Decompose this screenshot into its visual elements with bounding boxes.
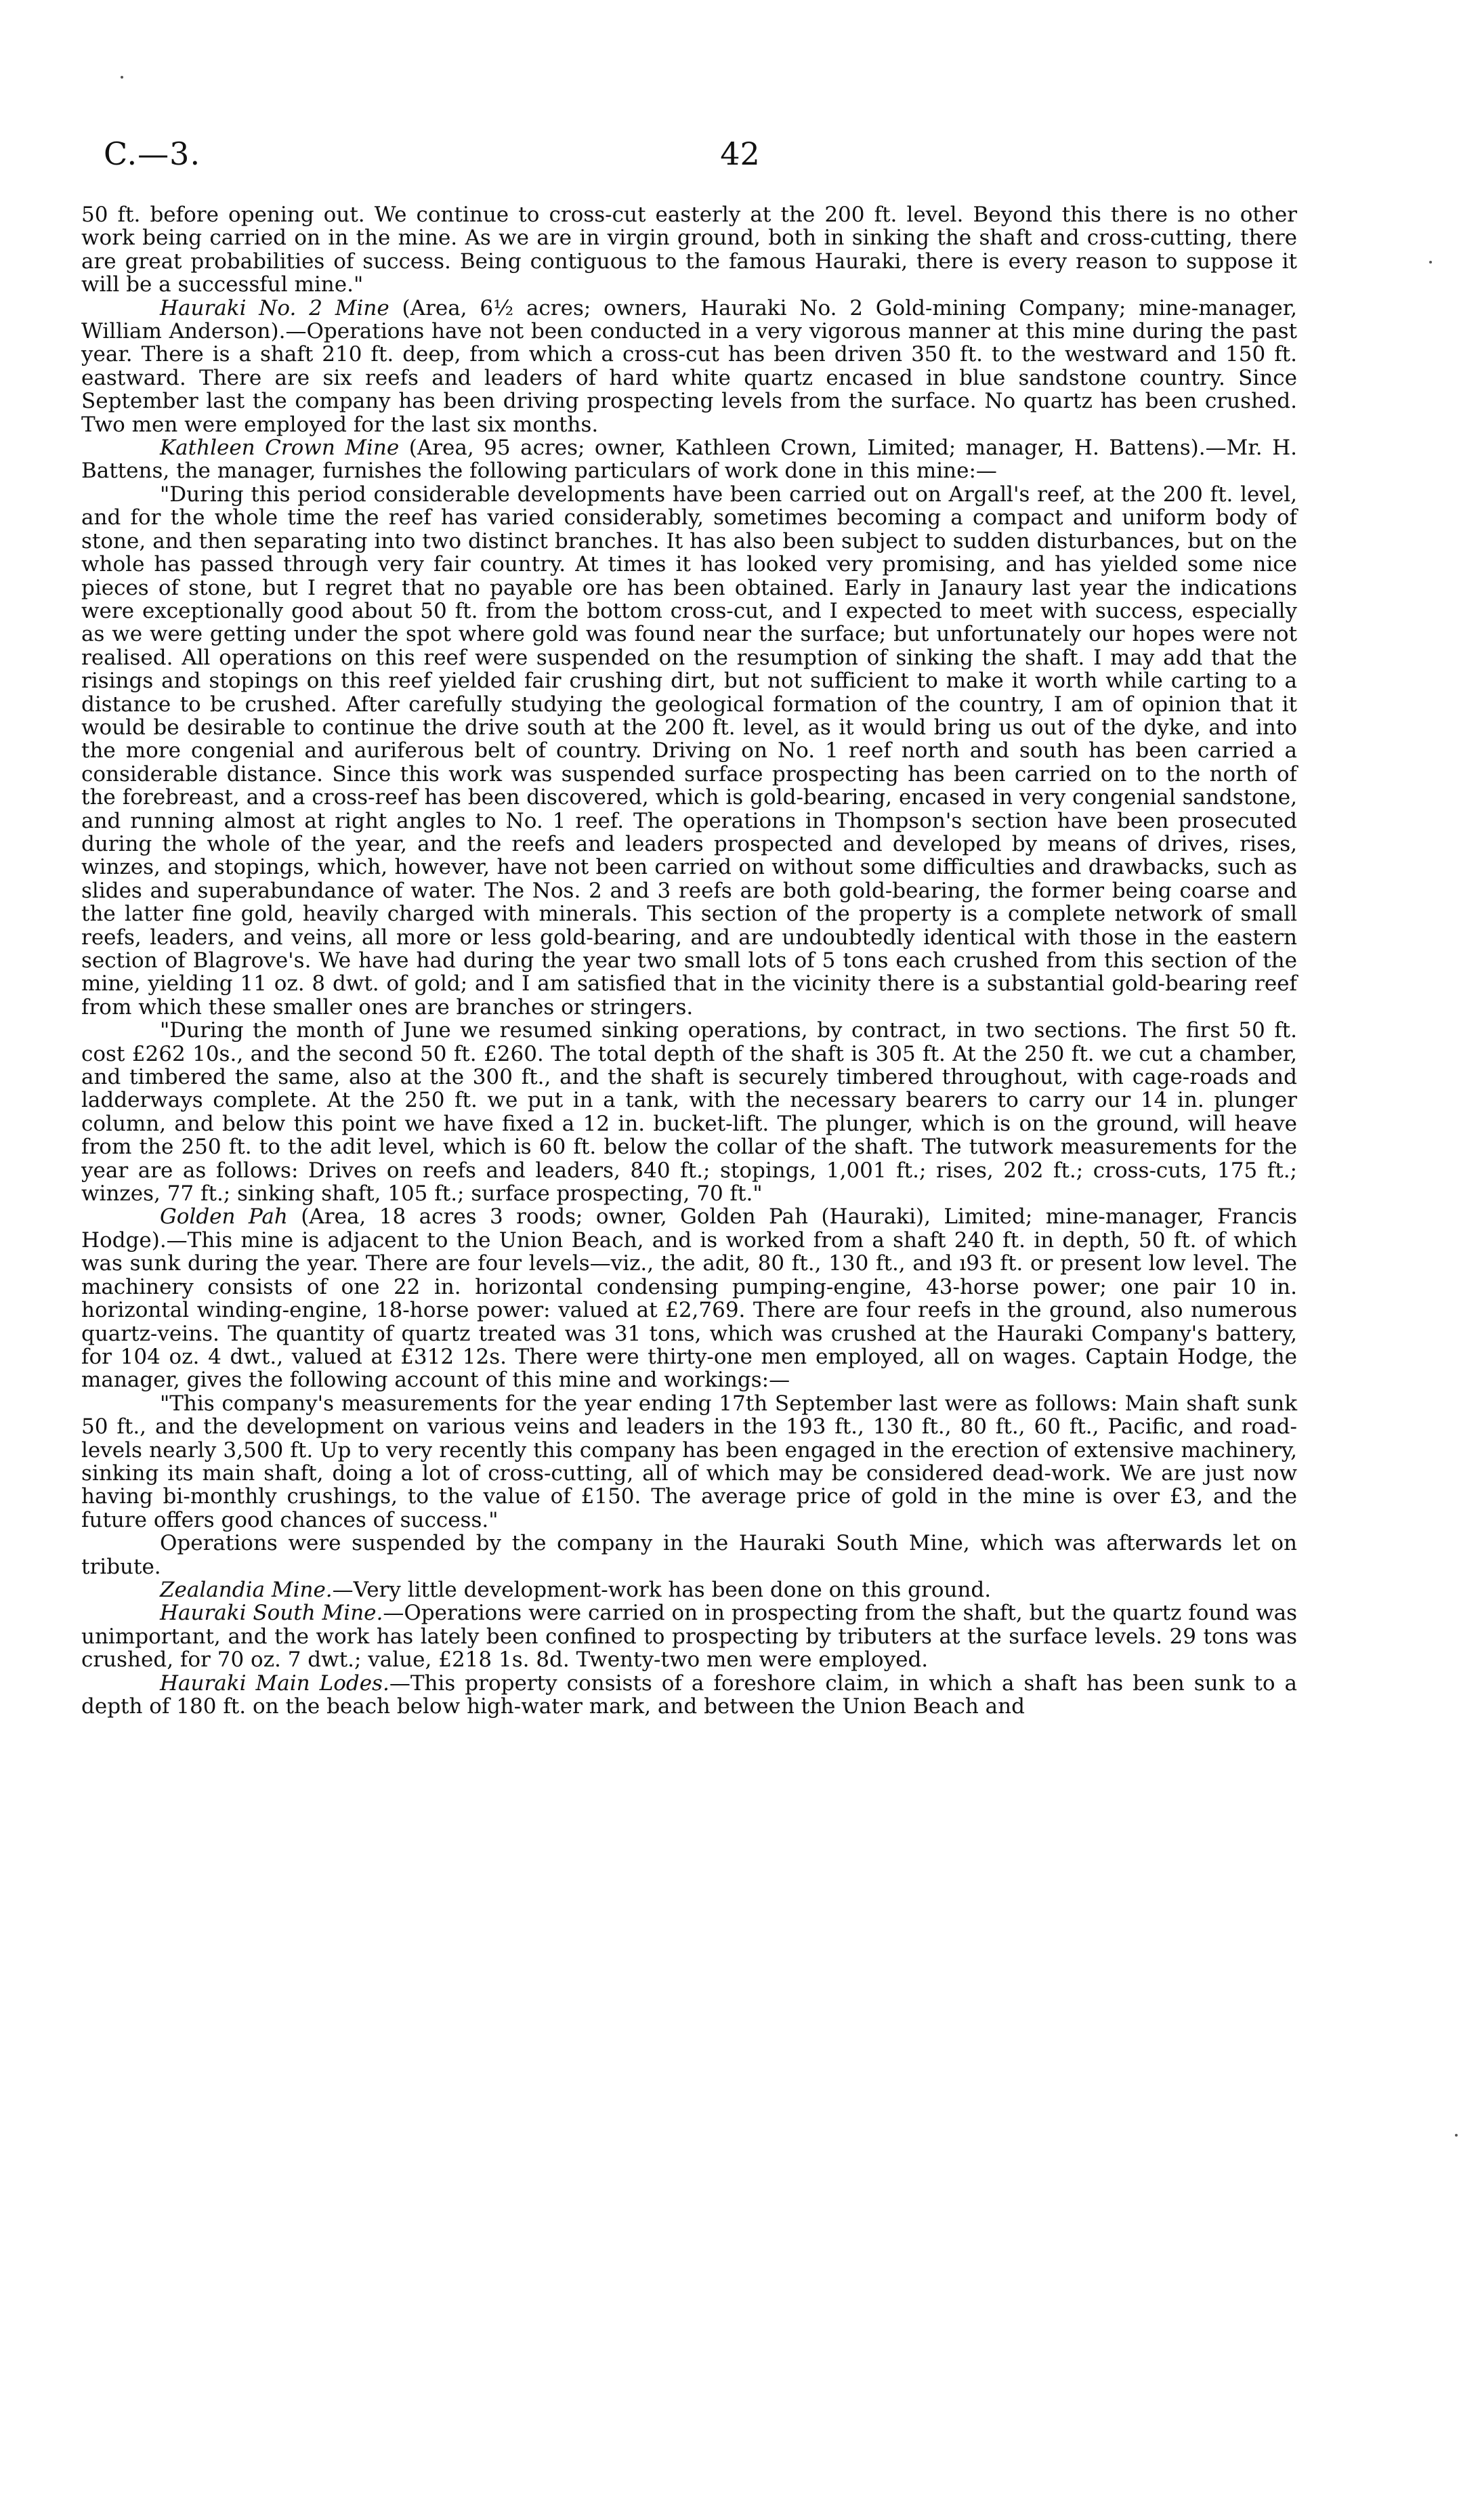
paragraph <box>81 436 1297 483</box>
paragraph <box>81 483 1297 1019</box>
mine-name: Zealandia Mine. <box>160 1577 333 1602</box>
scan-speck <box>1429 261 1432 264</box>
paragraph-text: "During this period considerable developments have been carried out on Argall's reef, at the 200 ft. level, and for the whole time the reef has varied considerably, sometimes becoming a compact and uniform body of stone, and then separating into two distinct branches. It has also been subject to sudden disturbances, but on the whole has passed through very fair country. At times it has looked very promising, and has yielded some nice pieces of stone, but I regret that no payable ore has been obtained. Early in Janaury last year the indications were exceptionally good about 50 ft. from the bottom cross-cut, and I expected to meet with success, especially as we were getting under the spot where gold was found near the surface; but unfortunately our hopes were not realised. All operations on this reef were suspended on the resumption of sinking the shaft. I may add that the risings and stopings on this reef yielded fair crushing dirt, but not sufficient to make it worth while carting to a distance to be crushed. After carefully studying the geological formation of the country, I am of opinion that it would be desirable to continue the drive south at the 200 ft. level, as it would bring us out of the dyke, and into the more congenial and auriferous belt of country. Driving on No. 1 reef north and south has been carried a considerable distance. Since this work was suspended surface prospecting has been carried on to the north of the forebreast, and a cross-reef has been discovered, which is gold-bearing, encased in very congenial sandstone, and running almost at right angles to No. 1 reef. The operations in Thompson's section have been prosecuted during the whole of the year, and the reefs and leaders prospected and developed by means of drives, rises, winzes, and stopings, which, however, have not been carried on without some difficulties and drawbacks, such as slides and superabundance of water. The Nos. 2 and 3 reefs are both gold-bearing, the former being coarse and the latter fine gold, heavily charged with minerals. This section of the property is a complete network of small reefs, leaders, and veins, all more or less gold-bearing, and are undoubtedly identical with those in the eastern section of Blagrove's. We have had during the year two small lots of 5 tons each crushed from this section of the mine, yielding 11 oz. 8 dwt. of gold; and I am satisfied that in the vicinity there is a substantial gold-bearing reef from which these smaller ones are branches or stringers. <box>81 482 1297 1020</box>
mine-name: Hauraki South Mine. <box>160 1601 383 1626</box>
paragraph-text: Operations were suspended by the company in the Hauraki South Mine, which was afterwards let on tribute. <box>81 1531 1297 1579</box>
paragraph-text: (Area, 18 acres 3 roods; owner, Golden Pah (Hauraki), Limited; mine-manager, Francis Hodge).—This mine is adjacent to the Union Beach, and is worked from a shaft 240 ft. in depth, 50 ft. of which was sunk during the year. There are four levels—viz., the adit, 80 ft., 130 ft., and ı93 ft. or present low level. The machinery consists of one 22 in. horizontal condensing pumping-engine, 43-horse power; one pair 10 in. horizontal winding-engine, 18-horse power: valued at £2,769. There are four reefs in the ground, also numerous quartz-veins. The quantity of quartz treated was 31 tons, which was crushed at the Hauraki Company's battery, for 104 oz. 4 dwt., valued at £312 12s. There were thirty-one men employed, all on wages. Captain Hodge, the manager, gives the following account of this mine and workings:— <box>81 1204 1297 1393</box>
paragraph <box>81 1205 1297 1391</box>
paragraph-text: (Area, 95 acres; owner, Kathleen Crown, Limited; manager, H. Battens).—Mr. H. Battens, the manager, furnishes the following particulars of work done in this mine:— <box>81 436 1297 484</box>
paragraph-text: "This company's measurements for the year ending 17th September last were as follows: Main shaft sunk 50 ft., and the development on various veins and leaders in the 193 ft., 130 ft., 80 ft., 60 ft., Pacific, and road-levels nearly 3,500 ft. Up to very recently this company has been engaged in the erection of extensive machinery, sinking its main shaft, doing a lot of cross-cutting, all of which may be considered dead-work. We are just now having bi-monthly crushings, to the value of £150. The average price of gold in the mine is over £3, and the future offers good chances of success." <box>81 1391 1297 1532</box>
paragraph-text: 50 ft. before opening out. We continue to cross-cut easterly at the 200 ft. level. Beyond this there is no other work being carried on in the mine. As we are in virgin ground, both in sinking the shaft and cross-cutting, there are great probabilities of success. Being contiguous to the famous Hauraki, there is every reason to suppose it will be a successful mine." <box>81 203 1297 297</box>
body-text <box>81 203 1297 1718</box>
mine-name: Hauraki Main Lodes. <box>160 1671 389 1696</box>
paragraph <box>81 203 1297 297</box>
page-number: 42 <box>720 135 760 172</box>
paragraph <box>81 1578 1297 1601</box>
paragraph-text: —Operations were carried on in prospecting from the shaft, but the quartz found was unimportant, and the work has lately been confined to prospecting by tributers at the surface levels. 29 tons was crushed, for 70 oz. 7 dwt.; value, £218 1s. 8d. Twenty-two men were employed. <box>81 1601 1297 1673</box>
paragraph-text: (Area, 6½ acres; owners, Hauraki No. 2 Gold-mining Company; mine-manager, William Anderson).—Operations have not been conducted in a very vigorous manner at this mine during the past year. There is a shaft 210 ft. deep, from which a cross-cut has been driven 350 ft. to the westward and 150 ft. eastward. There are six reefs and leaders of hard white quartz encased in blue sandstone country. Since September last the company has been driving prospecting levels from the surface. No quartz has been crushed. Two men were employed for the last six months. <box>81 295 1297 437</box>
paragraph <box>81 1601 1297 1671</box>
mine-name: Hauraki No. 2 Mine <box>160 295 389 320</box>
document-reference: C.—3. <box>104 135 201 172</box>
paragraph <box>81 1532 1297 1578</box>
mine-name: Golden Pah <box>160 1204 288 1230</box>
paragraph-text: —This property consists of a foreshore claim, in which a shaft has been sunk to a depth of 180 ft. on the beach below high-water mark, and between the Union Beach and <box>81 1671 1297 1719</box>
scan-speck <box>1455 2134 1458 2137</box>
paragraph-text: —Very little development-work has been done on this ground. <box>332 1577 992 1602</box>
paragraph <box>81 1392 1297 1532</box>
page-header <box>104 135 1376 176</box>
paragraph <box>81 1672 1297 1719</box>
paragraph <box>81 297 1297 436</box>
paragraph <box>81 1019 1297 1205</box>
paragraph-text: "During the month of June we resumed sinking operations, by contract, in two sections. The first 50 ft. cost £262 10s., and the second 50 ft. £260. The total depth of the shaft is 305 ft. At the 250 ft. we cut a chamber, and timbered the same, also at the 300 ft., and the shaft is securely timbered throughout, with cage-roads and ladderways complete. At the 250 ft. we put in a tank, with the necessary bearers to carry our 14 in. plunger column, and below this point we have fixed a 12 in. bucket-lift. The plunger, which is on the ground, will heave from the 250 ft. to the adit level, which is 60 ft. below the collar of the shaft. The tutwork measurements for the year are as follows: Drives on reefs and leaders, 840 ft.; stopings, 1,001 ft.; rises, 202 ft.; cross-cuts, 175 ft.; winzes, 77 ft.; sinking shaft, 105 ft.; surface prospecting, 70 ft." <box>81 1018 1297 1206</box>
scan-speck <box>121 76 123 79</box>
mine-name: Kathleen Crown Mine <box>160 436 400 461</box>
